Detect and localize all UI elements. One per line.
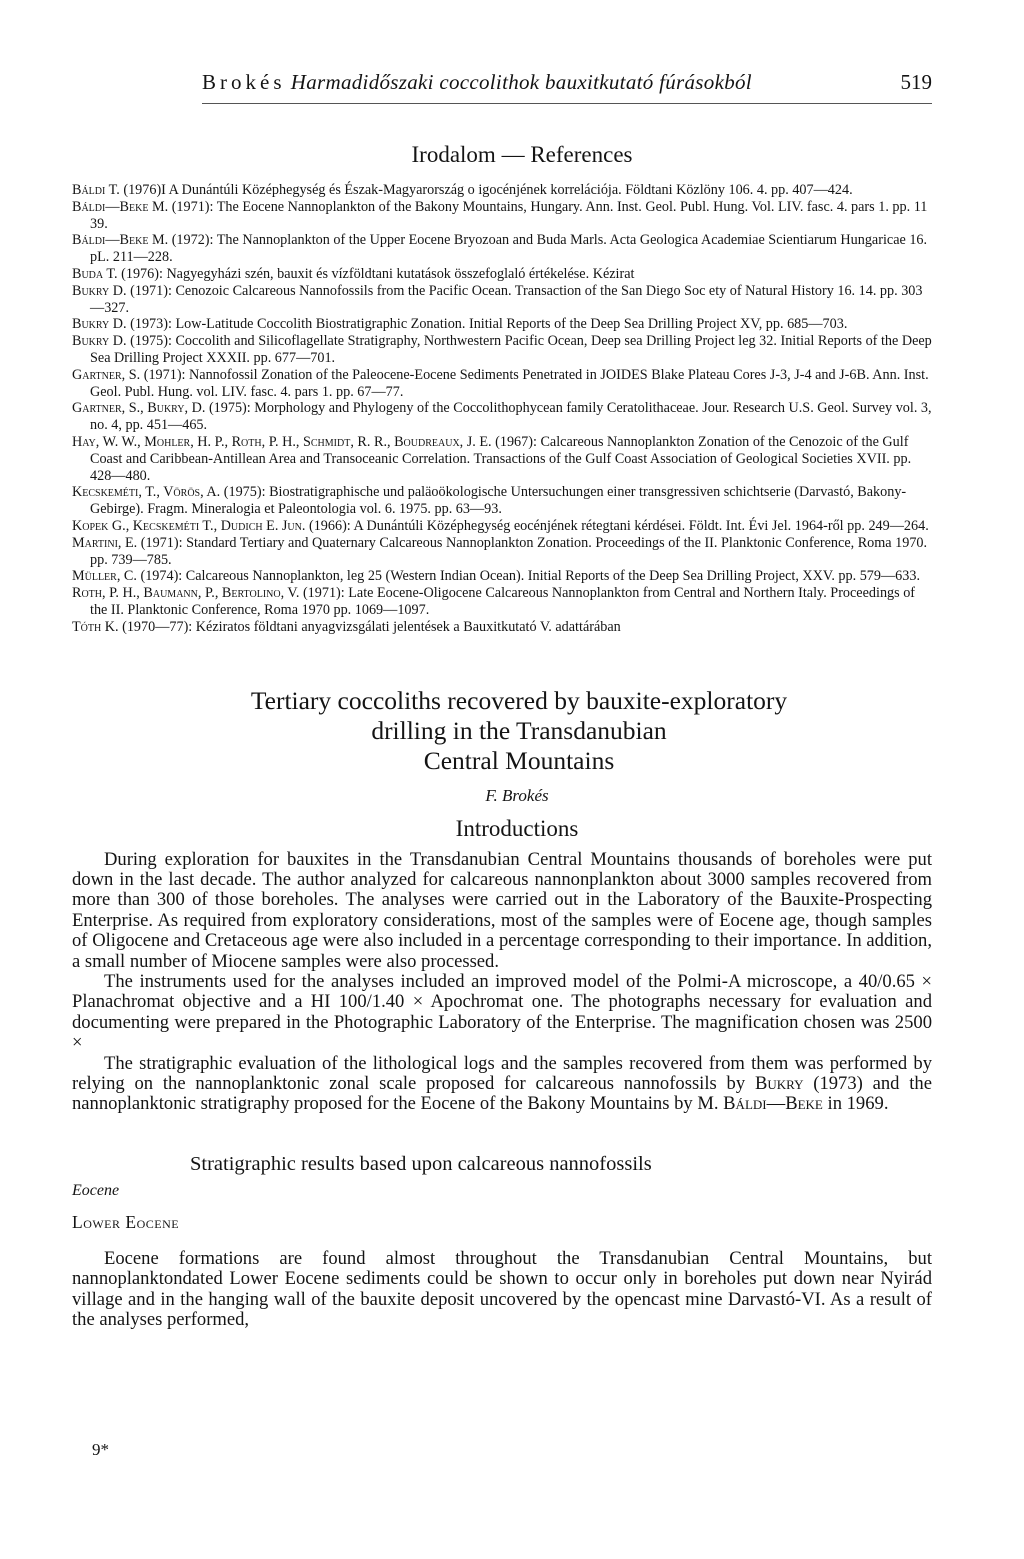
running-head-text: [202, 70, 752, 95]
reference-text: (1971): Cenozoic Calcareous Nannofossils from the Pacific Ocean. Transaction of the San Diego Soc ety of Natural History 16. 14. pp. 303—327.: [90, 282, 923, 316]
reference-item: [72, 182, 932, 199]
reference-text: (1975): Coccolith and Silicoflagellate Stratigraphy, Northwestern Pacific Ocean, Deep sea Drilling Project leg 32. Initial Reports of the Deep Sea Drilling Project XXXII. pp. 677—701.: [90, 333, 932, 366]
signature-mark: 9*: [92, 1440, 109, 1459]
section-heading: Stratigraphic results based upon calcareous nannofossils: [190, 1152, 652, 1175]
reference-item: [72, 619, 932, 636]
introduction-body: [72, 850, 932, 1115]
reference-item: [72, 518, 932, 535]
reference-author: Buda T.: [72, 265, 118, 282]
article-title-line: Central Mountains: [423, 745, 615, 775]
paragraph: [72, 1054, 932, 1115]
reference-author: Bukry D.: [72, 316, 127, 333]
reference-item: [72, 333, 932, 367]
reference-text: (1976)I A Dunántúli Középhegység és Észak-Magyarország o igocénjének korrelációja. Földtani Közlöny 106. 4. pp. 407—424.: [123, 182, 853, 198]
reference-author: Hay, W. W., Mohler, H. P., Roth, P. H., Schmidt, R. R., Boudreaux, J. E.: [72, 433, 492, 450]
reference-item: [72, 266, 932, 283]
reference-text: (1971): Standard Tertiary and Quaternary Calcareous Nannoplankton Zonation. Proceedings of the II. Planktonic Conference, Roma 1970. pp. 739—785.: [90, 534, 928, 568]
reference-author: Roth, P. H., Baumann, P., Bertolino, V.: [72, 585, 300, 602]
reference-text: (1971): The Eocene Nannoplankton of the Bakony Mountains, Hungary. Ann. Inst. Geol. Publ. Hung. Vol. LIV. fasc. 4. pars 1. pp. 11 39.: [90, 198, 928, 232]
reference-item: [72, 232, 932, 266]
reference-author: Báldi T.: [72, 182, 120, 198]
paragraph-text: The stratigraphic evaluation of the lithological logs and the samples recovered from them was performed by relying on the nannoplanktonic zonal scale proposed for calcareous nannofossils by: [72, 1052, 932, 1094]
reference-item: [72, 434, 932, 484]
lower-eocene-body: [72, 1249, 932, 1331]
references-list: [72, 182, 932, 636]
article-title-line: drilling in the Transdanubian: [371, 715, 667, 745]
reference-author: Tóth K.: [72, 618, 119, 635]
reference-author: Müller, C.: [72, 568, 137, 585]
paragraph: Eocene formations are found almost throughout the Transdanubian Central Mountains, but nannoplanktondated Lower Eocene sediments could be shown to occur only in boreholes put down near Nyirád village and in the hanging wall of the bauxite deposit uncovered by the opencast mine Darvastó-VI. As a result of the analyses performed,: [72, 1247, 932, 1331]
reference-item: [72, 400, 932, 434]
reference-item: [72, 199, 932, 233]
reference-item: [72, 535, 932, 569]
subsection-label-eocene: Eocene: [72, 1181, 120, 1199]
introduction-heading: Introductions: [455, 815, 579, 841]
paragraph: The instruments used for the analyses included an improved model of the Polmi-A microscope, a 40/0.65 × Planachromat objective and a HI 100/1.40 × Apochromat one. The photographs necessary for evaluation and documenting were prepared in the Photographic Laboratory of the Enterprise. The magnification chosen was 2500 ×: [72, 970, 932, 1054]
reference-text: (1975): Morphology and Phylogeny of the Coccolithophycean family Ceratolithaceae. Jour. Research U.S. Geol. Survey vol. 3, no. 4, pp. 451—465.: [90, 400, 932, 434]
cited-author: Bukry: [754, 1072, 804, 1094]
paragraph-text: in 1969.: [822, 1093, 889, 1115]
reference-text: (1971): Late Eocene-Oligocene Calcareous Nannoplankton from Central and Northern Italy. Proceedings of the II. Planktonic Conference, Roma 1970 pp. 1069—1097.: [90, 585, 916, 618]
reference-text: (1971): Nannofossil Zonation of the Paleocene-Eocene Sediments Penetrated in JOIDES Blake Plateau Cores J-3, J-4 and J-6B. Ann. Inst. Geol. Publ. Hung. vol. LIV. fasc. 4. pars 1. pp. 67—77.: [90, 366, 929, 400]
article-byline: F. Brokés: [485, 785, 549, 805]
reference-author: Kecskeméti, T., Vörös, A.: [72, 484, 221, 501]
running-head-author: Brokés: [202, 70, 286, 94]
reference-author: Gartner, S., Bukry, D.: [72, 400, 206, 417]
article-title-line: Tertiary coccoliths recovered by bauxite-exploratory: [250, 685, 788, 715]
reference-text: (1966): A Dunántúli Középhegység eocénjének rétegtani kérdései. Földt. Int. Évi Jel. 1964-ről pp. 249—264.: [308, 517, 929, 534]
reference-item: [72, 316, 932, 333]
reference-author: Báldi—Beke M.: [72, 198, 169, 215]
reference-item: [72, 283, 932, 317]
paragraph-text: (1973) and the nannoplanktonic stratigraphy proposed for the Eocene of the Bakony Mountains by M.: [72, 1072, 932, 1115]
reference-text: (1973): Low-Latitude Coccolith Biostratigraphic Zonation. Initial Reports of the Deep Sea Drilling Project XV, pp. 685—703.: [130, 316, 848, 333]
reference-item: [72, 484, 932, 518]
reference-text: (1972): The Nannoplankton of the Upper Eocene Bryozoan and Buda Marls. Acta Geologica Academiae Scientiarum Hungaricae 16. pL. 211—228.: [90, 232, 928, 266]
reference-text: (1974): Calcareous Nannoplankton, leg 25 (Western Indian Ocean). Initial Reports of the Deep Sea Drilling Project, XXV. pp. 579—633.: [140, 568, 920, 585]
reference-author: Báldi—Beke M.: [72, 232, 169, 249]
references-heading: Irodalom — References: [411, 142, 633, 167]
reference-item: [72, 585, 932, 619]
running-head-title: Harmadidőszaki coccolithok bauxitkutató fúrásokból: [290, 70, 752, 94]
reference-author: Gartner, S.: [72, 366, 141, 383]
reference-text: (1967): Calcareous Nannoplankton Zonation of the Cenozoic of the Gulf Coast and Caribbean-Antillean Area and Transoceanic Correlation. Transactions of the Gulf Coast Association of Geological Societies XVII. pp. 428—480.: [90, 433, 912, 484]
paragraph: During exploration for bauxites in the Transdanubian Central Mountains thousands of boreholes were put down in the last decade. The author analyzed for calcareous nannonplankton about 3000 samples recovered from more than 300 of those boreholes. The analyses were carried out in the Laboratory of the Bauxite-Prospecting Enterprise. As required from exploratory considerations, most of the samples were of Eocene age, though samples of Oligocene and Cretaceous age were also included in a percentage corresponding to their importance. In addition, a small number of Miocene samples were also processed.: [72, 848, 932, 972]
reference-item: [72, 367, 932, 401]
reference-author: Bukry D.: [72, 282, 127, 299]
cited-author: Báldi—Beke: [723, 1093, 823, 1115]
reference-author: Martini, E.: [72, 534, 138, 551]
reference-item: [72, 568, 932, 585]
reference-author: Kopek G., Kecskeméti T., Dudich E. Jun.: [72, 517, 306, 534]
running-head: [202, 70, 932, 104]
reference-text: (1976): Nagyegyházi szén, bauxit és vízföldtani kutatások összefoglaló értékelése. Kézirat: [121, 265, 635, 282]
page-number: 519: [900, 70, 932, 94]
reference-author: Bukry D.: [72, 333, 127, 350]
reference-text: (1975): Biostratigraphische und paläoökologische Untersuchungen einer transgressiven schichtserie (Darvastó, Bakony-Gebirge). Fragm. Mineralogia et Paleontologia vol. 6. 1975. pp. 63—93.: [90, 484, 907, 518]
article-title: [106, 686, 932, 776]
reference-text: (1970—77): Kéziratos földtani anyagvizsgálati jelentések a Bauxitkutató V. adattárában: [122, 618, 621, 635]
subsection-label-lower-eocene: Lower Eocene: [72, 1211, 180, 1232]
